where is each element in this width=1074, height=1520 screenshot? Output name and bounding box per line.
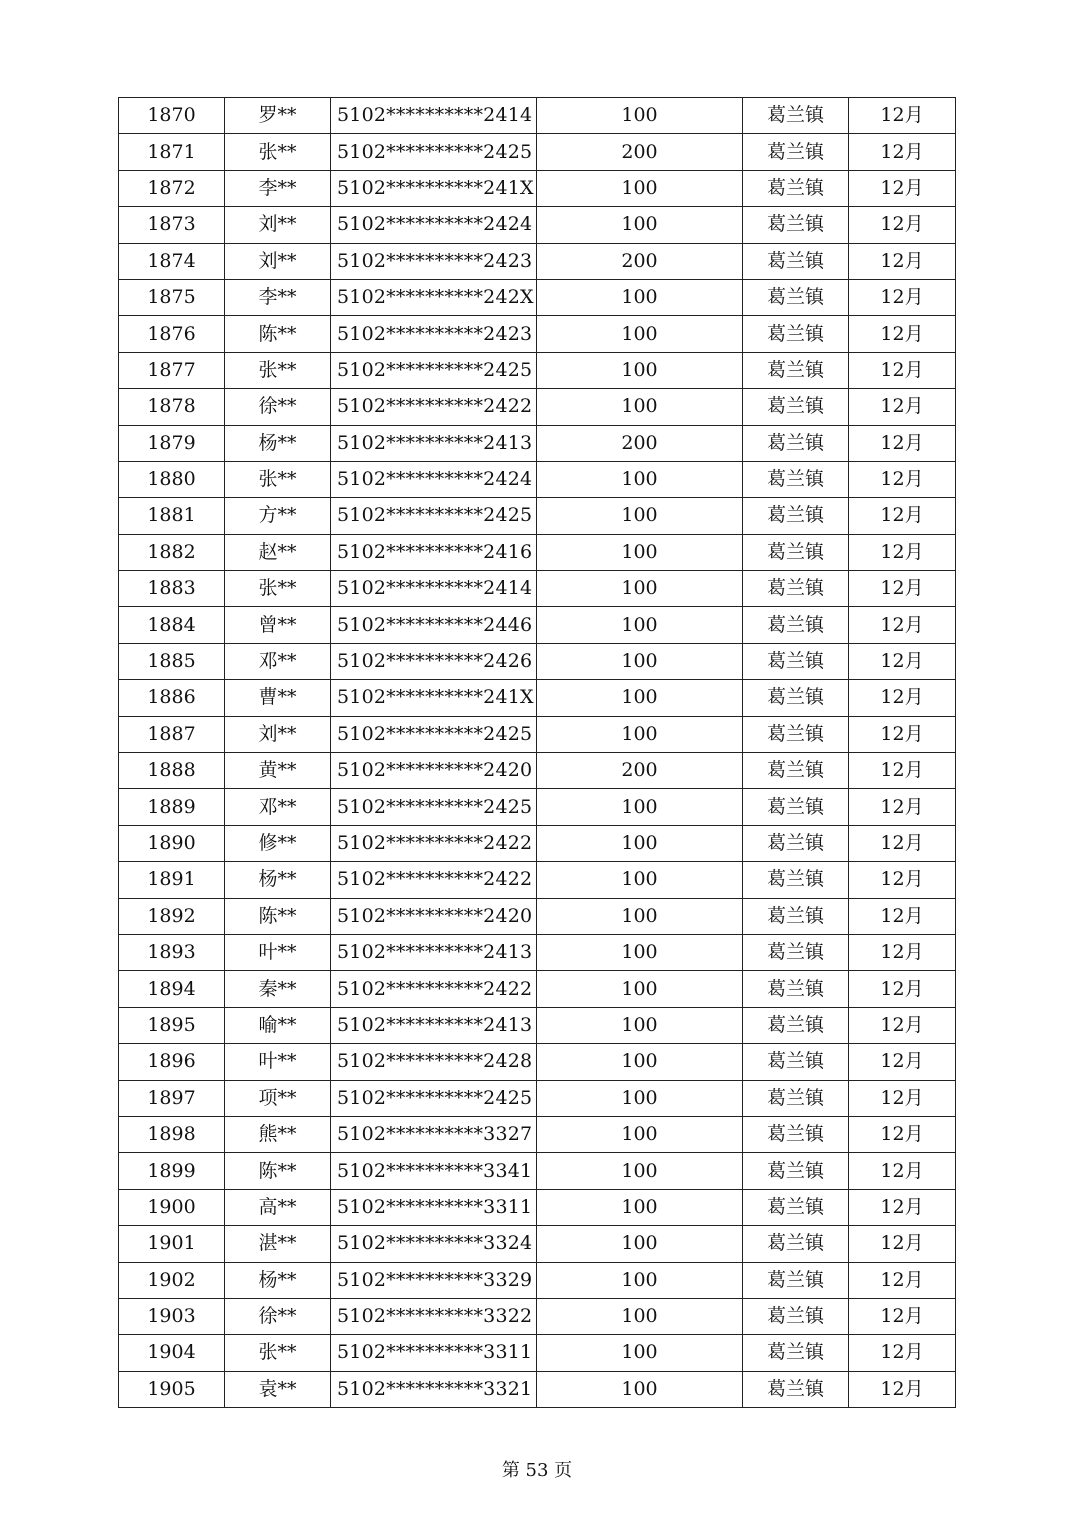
month-cell: 12月 [849, 1226, 956, 1262]
serial-cell: 1898 [119, 1116, 225, 1152]
town-cell: 葛兰镇 [743, 1044, 849, 1080]
town-cell: 葛兰镇 [743, 1371, 849, 1407]
serial-cell: 1892 [119, 898, 225, 934]
town-cell: 葛兰镇 [743, 1189, 849, 1225]
town-cell: 葛兰镇 [743, 789, 849, 825]
table-row [119, 498, 956, 534]
id-number-cell: 5102**********2416 [331, 534, 537, 570]
name-cell: 熊** [225, 1116, 331, 1152]
month-cell: 12月 [849, 534, 956, 570]
serial-cell: 1870 [119, 98, 225, 134]
serial-cell: 1880 [119, 461, 225, 497]
amount-cell: 100 [537, 207, 743, 243]
town-cell: 葛兰镇 [743, 934, 849, 970]
table-row [119, 898, 956, 934]
serial-cell: 1871 [119, 134, 225, 170]
name-cell: 方** [225, 498, 331, 534]
table-row [119, 98, 956, 134]
amount-cell: 200 [537, 425, 743, 461]
town-cell: 葛兰镇 [743, 243, 849, 279]
id-number-cell: 5102**********2426 [331, 643, 537, 679]
month-cell: 12月 [849, 1189, 956, 1225]
id-number-cell: 5102**********2422 [331, 825, 537, 861]
amount-cell: 200 [537, 243, 743, 279]
town-cell: 葛兰镇 [743, 898, 849, 934]
town-cell: 葛兰镇 [743, 1116, 849, 1152]
id-number-cell: 5102**********2422 [331, 971, 537, 1007]
month-cell: 12月 [849, 170, 956, 206]
month-cell: 12月 [849, 1335, 956, 1371]
table-row [119, 571, 956, 607]
month-cell: 12月 [849, 1153, 956, 1189]
amount-cell: 100 [537, 1189, 743, 1225]
town-cell: 葛兰镇 [743, 1298, 849, 1334]
id-number-cell: 5102**********2425 [331, 498, 537, 534]
name-cell: 叶** [225, 934, 331, 970]
town-cell: 葛兰镇 [743, 316, 849, 352]
month-cell: 12月 [849, 607, 956, 643]
name-cell: 张** [225, 352, 331, 388]
id-number-cell: 5102**********3329 [331, 1262, 537, 1298]
table-row [119, 134, 956, 170]
amount-cell: 100 [537, 643, 743, 679]
table-row [119, 716, 956, 752]
id-number-cell: 5102**********242X [331, 279, 537, 315]
serial-cell: 1891 [119, 862, 225, 898]
table-row [119, 971, 956, 1007]
month-cell: 12月 [849, 1080, 956, 1116]
table-row [119, 425, 956, 461]
serial-cell: 1900 [119, 1189, 225, 1225]
table-row [119, 243, 956, 279]
id-number-cell: 5102**********2428 [331, 1044, 537, 1080]
id-number-cell: 5102**********2425 [331, 716, 537, 752]
name-cell: 张** [225, 571, 331, 607]
table-body [119, 98, 956, 1408]
month-cell: 12月 [849, 680, 956, 716]
serial-cell: 1884 [119, 607, 225, 643]
town-cell: 葛兰镇 [743, 207, 849, 243]
id-number-cell: 5102**********2413 [331, 1007, 537, 1043]
name-cell: 陈** [225, 316, 331, 352]
table-row [119, 389, 956, 425]
month-cell: 12月 [849, 389, 956, 425]
name-cell: 曾** [225, 607, 331, 643]
amount-cell: 100 [537, 352, 743, 388]
name-cell: 罗** [225, 98, 331, 134]
table-row [119, 170, 956, 206]
name-cell: 修** [225, 825, 331, 861]
name-cell: 杨** [225, 425, 331, 461]
id-number-cell: 5102**********2424 [331, 207, 537, 243]
serial-cell: 1897 [119, 1080, 225, 1116]
serial-cell: 1873 [119, 207, 225, 243]
month-cell: 12月 [849, 1371, 956, 1407]
serial-cell: 1881 [119, 498, 225, 534]
table-row [119, 1371, 956, 1407]
serial-cell: 1887 [119, 716, 225, 752]
serial-cell: 1895 [119, 1007, 225, 1043]
data-table [118, 97, 956, 1408]
town-cell: 葛兰镇 [743, 1153, 849, 1189]
town-cell: 葛兰镇 [743, 425, 849, 461]
month-cell: 12月 [849, 1116, 956, 1152]
name-cell: 徐** [225, 389, 331, 425]
town-cell: 葛兰镇 [743, 498, 849, 534]
name-cell: 邓** [225, 643, 331, 679]
amount-cell: 200 [537, 134, 743, 170]
serial-cell: 1886 [119, 680, 225, 716]
town-cell: 葛兰镇 [743, 680, 849, 716]
table-row [119, 352, 956, 388]
id-number-cell: 5102**********2423 [331, 316, 537, 352]
table-row [119, 643, 956, 679]
name-cell: 湛** [225, 1226, 331, 1262]
amount-cell: 100 [537, 571, 743, 607]
town-cell: 葛兰镇 [743, 534, 849, 570]
page-number: 第 53 页 [501, 1460, 573, 1481]
amount-cell: 100 [537, 1044, 743, 1080]
name-cell: 李** [225, 170, 331, 206]
id-number-cell: 5102**********3341 [331, 1153, 537, 1189]
amount-cell: 100 [537, 971, 743, 1007]
serial-cell: 1889 [119, 789, 225, 825]
town-cell: 葛兰镇 [743, 389, 849, 425]
table-row [119, 534, 956, 570]
name-cell: 曹** [225, 680, 331, 716]
name-cell: 刘** [225, 207, 331, 243]
month-cell: 12月 [849, 643, 956, 679]
amount-cell: 100 [537, 680, 743, 716]
amount-cell: 100 [537, 716, 743, 752]
table-row [119, 279, 956, 315]
serial-cell: 1872 [119, 170, 225, 206]
name-cell: 秦** [225, 971, 331, 1007]
serial-cell: 1883 [119, 571, 225, 607]
amount-cell: 100 [537, 1007, 743, 1043]
serial-cell: 1879 [119, 425, 225, 461]
month-cell: 12月 [849, 498, 956, 534]
table-row [119, 316, 956, 352]
month-cell: 12月 [849, 134, 956, 170]
id-number-cell: 5102**********2422 [331, 862, 537, 898]
town-cell: 葛兰镇 [743, 716, 849, 752]
town-cell: 葛兰镇 [743, 134, 849, 170]
table-row [119, 207, 956, 243]
name-cell: 高** [225, 1189, 331, 1225]
id-number-cell: 5102**********2413 [331, 934, 537, 970]
name-cell: 刘** [225, 716, 331, 752]
table-row [119, 680, 956, 716]
id-number-cell: 5102**********2420 [331, 753, 537, 789]
amount-cell: 100 [537, 461, 743, 497]
month-cell: 12月 [849, 825, 956, 861]
name-cell: 叶** [225, 1044, 331, 1080]
id-number-cell: 5102**********3324 [331, 1226, 537, 1262]
serial-cell: 1902 [119, 1262, 225, 1298]
id-number-cell: 5102**********241X [331, 680, 537, 716]
id-number-cell: 5102**********2425 [331, 789, 537, 825]
table-row [119, 1116, 956, 1152]
amount-cell: 100 [537, 389, 743, 425]
amount-cell: 100 [537, 1153, 743, 1189]
table-row [119, 1189, 956, 1225]
serial-cell: 1885 [119, 643, 225, 679]
month-cell: 12月 [849, 934, 956, 970]
serial-cell: 1899 [119, 1153, 225, 1189]
town-cell: 葛兰镇 [743, 643, 849, 679]
serial-cell: 1875 [119, 279, 225, 315]
id-number-cell: 5102**********2420 [331, 898, 537, 934]
name-cell: 张** [225, 134, 331, 170]
name-cell: 黄** [225, 753, 331, 789]
name-cell: 杨** [225, 862, 331, 898]
serial-cell: 1890 [119, 825, 225, 861]
name-cell: 刘** [225, 243, 331, 279]
month-cell: 12月 [849, 352, 956, 388]
month-cell: 12月 [849, 461, 956, 497]
serial-cell: 1896 [119, 1044, 225, 1080]
serial-cell: 1893 [119, 934, 225, 970]
table-row [119, 862, 956, 898]
amount-cell: 100 [537, 498, 743, 534]
town-cell: 葛兰镇 [743, 862, 849, 898]
month-cell: 12月 [849, 279, 956, 315]
table-row [119, 825, 956, 861]
town-cell: 葛兰镇 [743, 1080, 849, 1116]
name-cell: 张** [225, 461, 331, 497]
amount-cell: 100 [537, 862, 743, 898]
month-cell: 12月 [849, 1044, 956, 1080]
month-cell: 12月 [849, 316, 956, 352]
amount-cell: 100 [537, 825, 743, 861]
amount-cell: 100 [537, 898, 743, 934]
month-cell: 12月 [849, 425, 956, 461]
amount-cell: 100 [537, 1298, 743, 1334]
name-cell: 陈** [225, 1153, 331, 1189]
id-number-cell: 5102**********2424 [331, 461, 537, 497]
town-cell: 葛兰镇 [743, 607, 849, 643]
town-cell: 葛兰镇 [743, 279, 849, 315]
month-cell: 12月 [849, 207, 956, 243]
table-row [119, 1335, 956, 1371]
town-cell: 葛兰镇 [743, 98, 849, 134]
amount-cell: 100 [537, 170, 743, 206]
name-cell: 喻** [225, 1007, 331, 1043]
table-row [119, 1080, 956, 1116]
town-cell: 葛兰镇 [743, 1335, 849, 1371]
serial-cell: 1874 [119, 243, 225, 279]
table-row [119, 607, 956, 643]
town-cell: 葛兰镇 [743, 571, 849, 607]
name-cell: 杨** [225, 1262, 331, 1298]
id-number-cell: 5102**********241X [331, 170, 537, 206]
name-cell: 邓** [225, 789, 331, 825]
table-row [119, 1226, 956, 1262]
serial-cell: 1876 [119, 316, 225, 352]
month-cell: 12月 [849, 898, 956, 934]
serial-cell: 1894 [119, 971, 225, 1007]
name-cell: 袁** [225, 1371, 331, 1407]
amount-cell: 100 [537, 534, 743, 570]
id-number-cell: 5102**********2414 [331, 571, 537, 607]
id-number-cell: 5102**********2414 [331, 98, 537, 134]
name-cell: 赵** [225, 534, 331, 570]
month-cell: 12月 [849, 1007, 956, 1043]
name-cell: 徐** [225, 1298, 331, 1334]
month-cell: 12月 [849, 1262, 956, 1298]
month-cell: 12月 [849, 971, 956, 1007]
name-cell: 李** [225, 279, 331, 315]
name-cell: 张** [225, 1335, 331, 1371]
table-row [119, 789, 956, 825]
amount-cell: 100 [537, 1335, 743, 1371]
id-number-cell: 5102**********3311 [331, 1335, 537, 1371]
month-cell: 12月 [849, 1298, 956, 1334]
amount-cell: 100 [537, 279, 743, 315]
id-number-cell: 5102**********3311 [331, 1189, 537, 1225]
serial-cell: 1903 [119, 1298, 225, 1334]
serial-cell: 1878 [119, 389, 225, 425]
town-cell: 葛兰镇 [743, 971, 849, 1007]
id-number-cell: 5102**********3327 [331, 1116, 537, 1152]
table-row [119, 461, 956, 497]
id-number-cell: 5102**********2425 [331, 352, 537, 388]
amount-cell: 100 [537, 607, 743, 643]
amount-cell: 100 [537, 1226, 743, 1262]
id-number-cell: 5102**********2413 [331, 425, 537, 461]
id-number-cell: 5102**********2422 [331, 389, 537, 425]
name-cell: 陈** [225, 898, 331, 934]
id-number-cell: 5102**********2425 [331, 1080, 537, 1116]
name-cell: 项** [225, 1080, 331, 1116]
town-cell: 葛兰镇 [743, 461, 849, 497]
amount-cell: 100 [537, 316, 743, 352]
month-cell: 12月 [849, 753, 956, 789]
id-number-cell: 5102**********3322 [331, 1298, 537, 1334]
amount-cell: 100 [537, 1262, 743, 1298]
serial-cell: 1904 [119, 1335, 225, 1371]
table-row [119, 753, 956, 789]
town-cell: 葛兰镇 [743, 1007, 849, 1043]
serial-cell: 1882 [119, 534, 225, 570]
amount-cell: 100 [537, 789, 743, 825]
month-cell: 12月 [849, 98, 956, 134]
table-row [119, 934, 956, 970]
town-cell: 葛兰镇 [743, 1226, 849, 1262]
id-number-cell: 5102**********2446 [331, 607, 537, 643]
town-cell: 葛兰镇 [743, 825, 849, 861]
amount-cell: 200 [537, 753, 743, 789]
amount-cell: 100 [537, 98, 743, 134]
town-cell: 葛兰镇 [743, 1262, 849, 1298]
amount-cell: 100 [537, 1080, 743, 1116]
table-row [119, 1044, 956, 1080]
month-cell: 12月 [849, 789, 956, 825]
serial-cell: 1905 [119, 1371, 225, 1407]
month-cell: 12月 [849, 716, 956, 752]
amount-cell: 100 [537, 1371, 743, 1407]
serial-cell: 1877 [119, 352, 225, 388]
town-cell: 葛兰镇 [743, 753, 849, 789]
month-cell: 12月 [849, 862, 956, 898]
id-number-cell: 5102**********2425 [331, 134, 537, 170]
month-cell: 12月 [849, 571, 956, 607]
month-cell: 12月 [849, 243, 956, 279]
serial-cell: 1888 [119, 753, 225, 789]
id-number-cell: 5102**********2423 [331, 243, 537, 279]
table-row [119, 1262, 956, 1298]
id-number-cell: 5102**********3321 [331, 1371, 537, 1407]
town-cell: 葛兰镇 [743, 170, 849, 206]
amount-cell: 100 [537, 1116, 743, 1152]
serial-cell: 1901 [119, 1226, 225, 1262]
table-row [119, 1007, 956, 1043]
amount-cell: 100 [537, 934, 743, 970]
town-cell: 葛兰镇 [743, 352, 849, 388]
table-row [119, 1153, 956, 1189]
table-row [119, 1298, 956, 1334]
